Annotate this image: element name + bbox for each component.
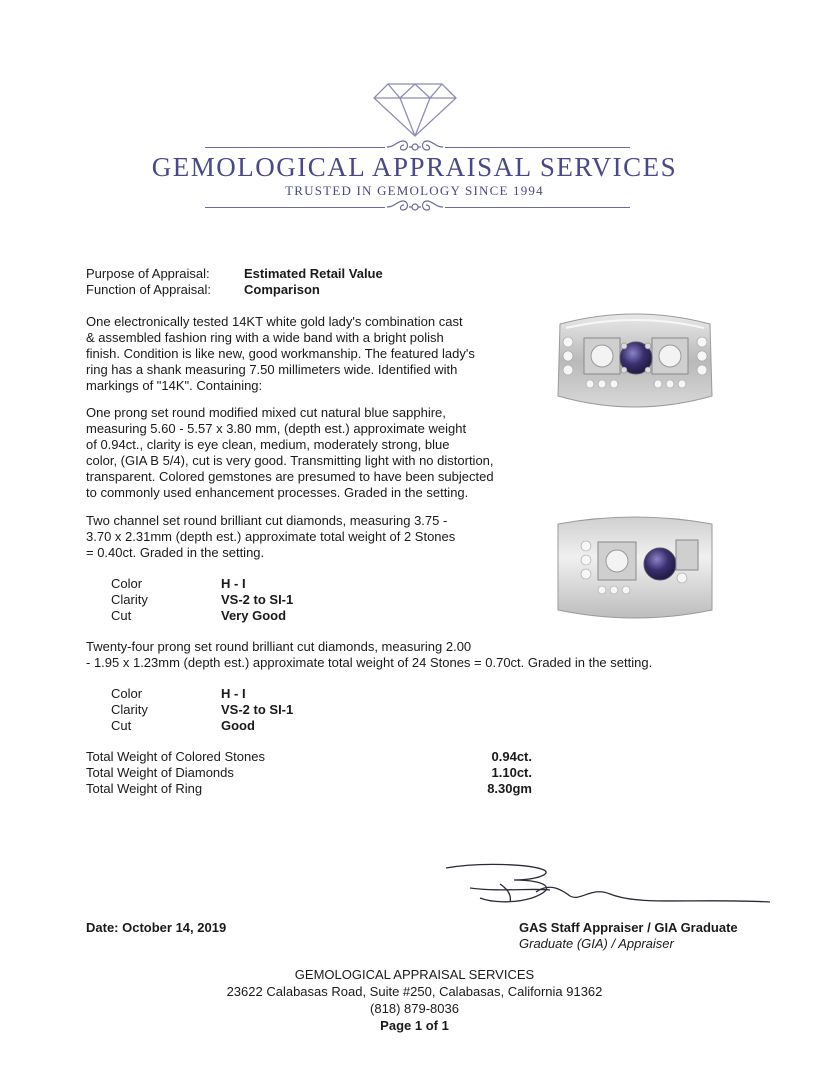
spec-value: H - I (221, 576, 246, 591)
total-diamonds-row (86, 765, 536, 781)
total-label: Total Weight of Diamonds (86, 765, 234, 780)
appraisal-date: Date: October 14, 2019 (86, 920, 227, 935)
brand-name: GEMOLOGICAL APPRAISAL SERVICES (151, 152, 678, 182)
appraiser-title: GAS Staff Appraiser / GIA Graduate (519, 920, 738, 935)
spec-label: Cut (111, 718, 132, 733)
header-top-rule-left (205, 147, 385, 148)
function-value: Comparison (244, 282, 320, 297)
total-colored-row (86, 749, 536, 765)
channel-diamonds-line: 3.70 x 2.31mm (depth est.) approximate total weight of 2 Stones (86, 529, 456, 544)
prong-cut-row (111, 718, 411, 734)
header-top-rule-right (445, 147, 630, 148)
appraiser-subtitle: Graduate (GIA) / Appraiser (519, 936, 674, 951)
spec-value: Good (221, 718, 255, 733)
purpose-row (86, 266, 486, 282)
spec-label: Color (111, 686, 143, 701)
prong-diamonds-line: Twenty-four prong set round brilliant cut diamonds, measuring 2.00 (86, 639, 472, 654)
ring-photo-front (552, 302, 718, 418)
scroll-flourish-icon (385, 198, 445, 216)
prong-diamonds-line: - 1.95 x 1.23mm (depth est.) approximate total weight of 24 Stones = 0.70ct. Graded in the setting. (86, 655, 653, 670)
spec-label: Clarity (111, 592, 148, 607)
brand-tagline: TRUSTED IN GEMOLOGY SINCE 1994 (285, 183, 544, 198)
description-line: One electronically tested 14KT white gold lady's combination cast (86, 314, 463, 329)
header-bottom-rule-left (205, 207, 385, 208)
sapphire-line: of 0.94ct., clarity is eye clean, medium, moderately strong, blue (86, 437, 450, 452)
sapphire-line: color, (GIA B 5/4), cut is very good. Transmitting light with no distortion, (86, 453, 494, 468)
description-paragraph (86, 314, 526, 394)
prong-diamonds-paragraph (86, 639, 706, 671)
sapphire-line: One prong set round modified mixed cut natural blue sapphire, (86, 405, 446, 420)
footer-company: GEMOLOGICAL APPRAISAL SERVICES (294, 967, 535, 982)
total-value: 1.10ct. (491, 765, 532, 780)
spec-value: VS-2 to SI-1 (221, 592, 294, 607)
description-line: markings of "14K". Containing: (86, 378, 263, 393)
footer-phone: (818) 879-8036 (370, 1001, 459, 1016)
channel-color-row (111, 576, 411, 592)
spec-label: Cut (111, 608, 132, 623)
spec-value: VS-2 to SI-1 (221, 702, 294, 717)
spec-label: Clarity (111, 702, 148, 717)
total-label: Total Weight of Ring (86, 781, 203, 796)
header-bottom-rule-right (445, 207, 630, 208)
channel-diamonds-paragraph (86, 513, 526, 561)
prong-color-row (111, 686, 411, 702)
sapphire-paragraph (86, 405, 526, 501)
description-line: ring has a shank measuring 7.50 millimeters wide. Identified with (86, 362, 458, 377)
signature-image (440, 858, 780, 918)
channel-clarity-row (111, 592, 411, 608)
footer-address: 23622 Calabasas Road, Suite #250, Calabasas, California 91362 (226, 984, 603, 999)
total-label: Total Weight of Colored Stones (86, 749, 265, 764)
sapphire-line: measuring 5.60 - 5.57 x 3.80 mm, (depth est.) approximate weight (86, 421, 467, 436)
diamond-icon (372, 82, 458, 138)
sapphire-line: to commonly used enhancement processes. Graded in the setting. (86, 485, 469, 500)
description-line: & assembled fashion ring with a wide band with a bright polish (86, 330, 444, 345)
total-value: 0.94ct. (491, 749, 532, 764)
spec-value: Very Good (221, 608, 287, 623)
total-value: 8.30gm (487, 781, 532, 796)
description-line: finish. Condition is like new, good workmanship. The featured lady's (86, 346, 475, 361)
function-row (86, 282, 486, 298)
channel-cut-row (111, 608, 411, 624)
spec-label: Color (111, 576, 143, 591)
ring-photo-angle (552, 510, 718, 626)
total-ring-row (86, 781, 536, 797)
prong-clarity-row (111, 702, 411, 718)
channel-diamonds-line: = 0.40ct. Graded in the setting. (86, 545, 265, 560)
spec-value: H - I (221, 686, 246, 701)
channel-diamonds-line: Two channel set round brilliant cut diamonds, measuring 3.75 - (86, 513, 448, 528)
function-label: Function of Appraisal: (86, 282, 212, 297)
purpose-value: Estimated Retail Value (244, 266, 383, 281)
page-number: Page 1 of 1 (380, 1018, 449, 1033)
sapphire-line: transparent. Colored gemstones are presumed to have been subjected (86, 469, 494, 484)
purpose-label: Purpose of Appraisal: (86, 266, 210, 281)
